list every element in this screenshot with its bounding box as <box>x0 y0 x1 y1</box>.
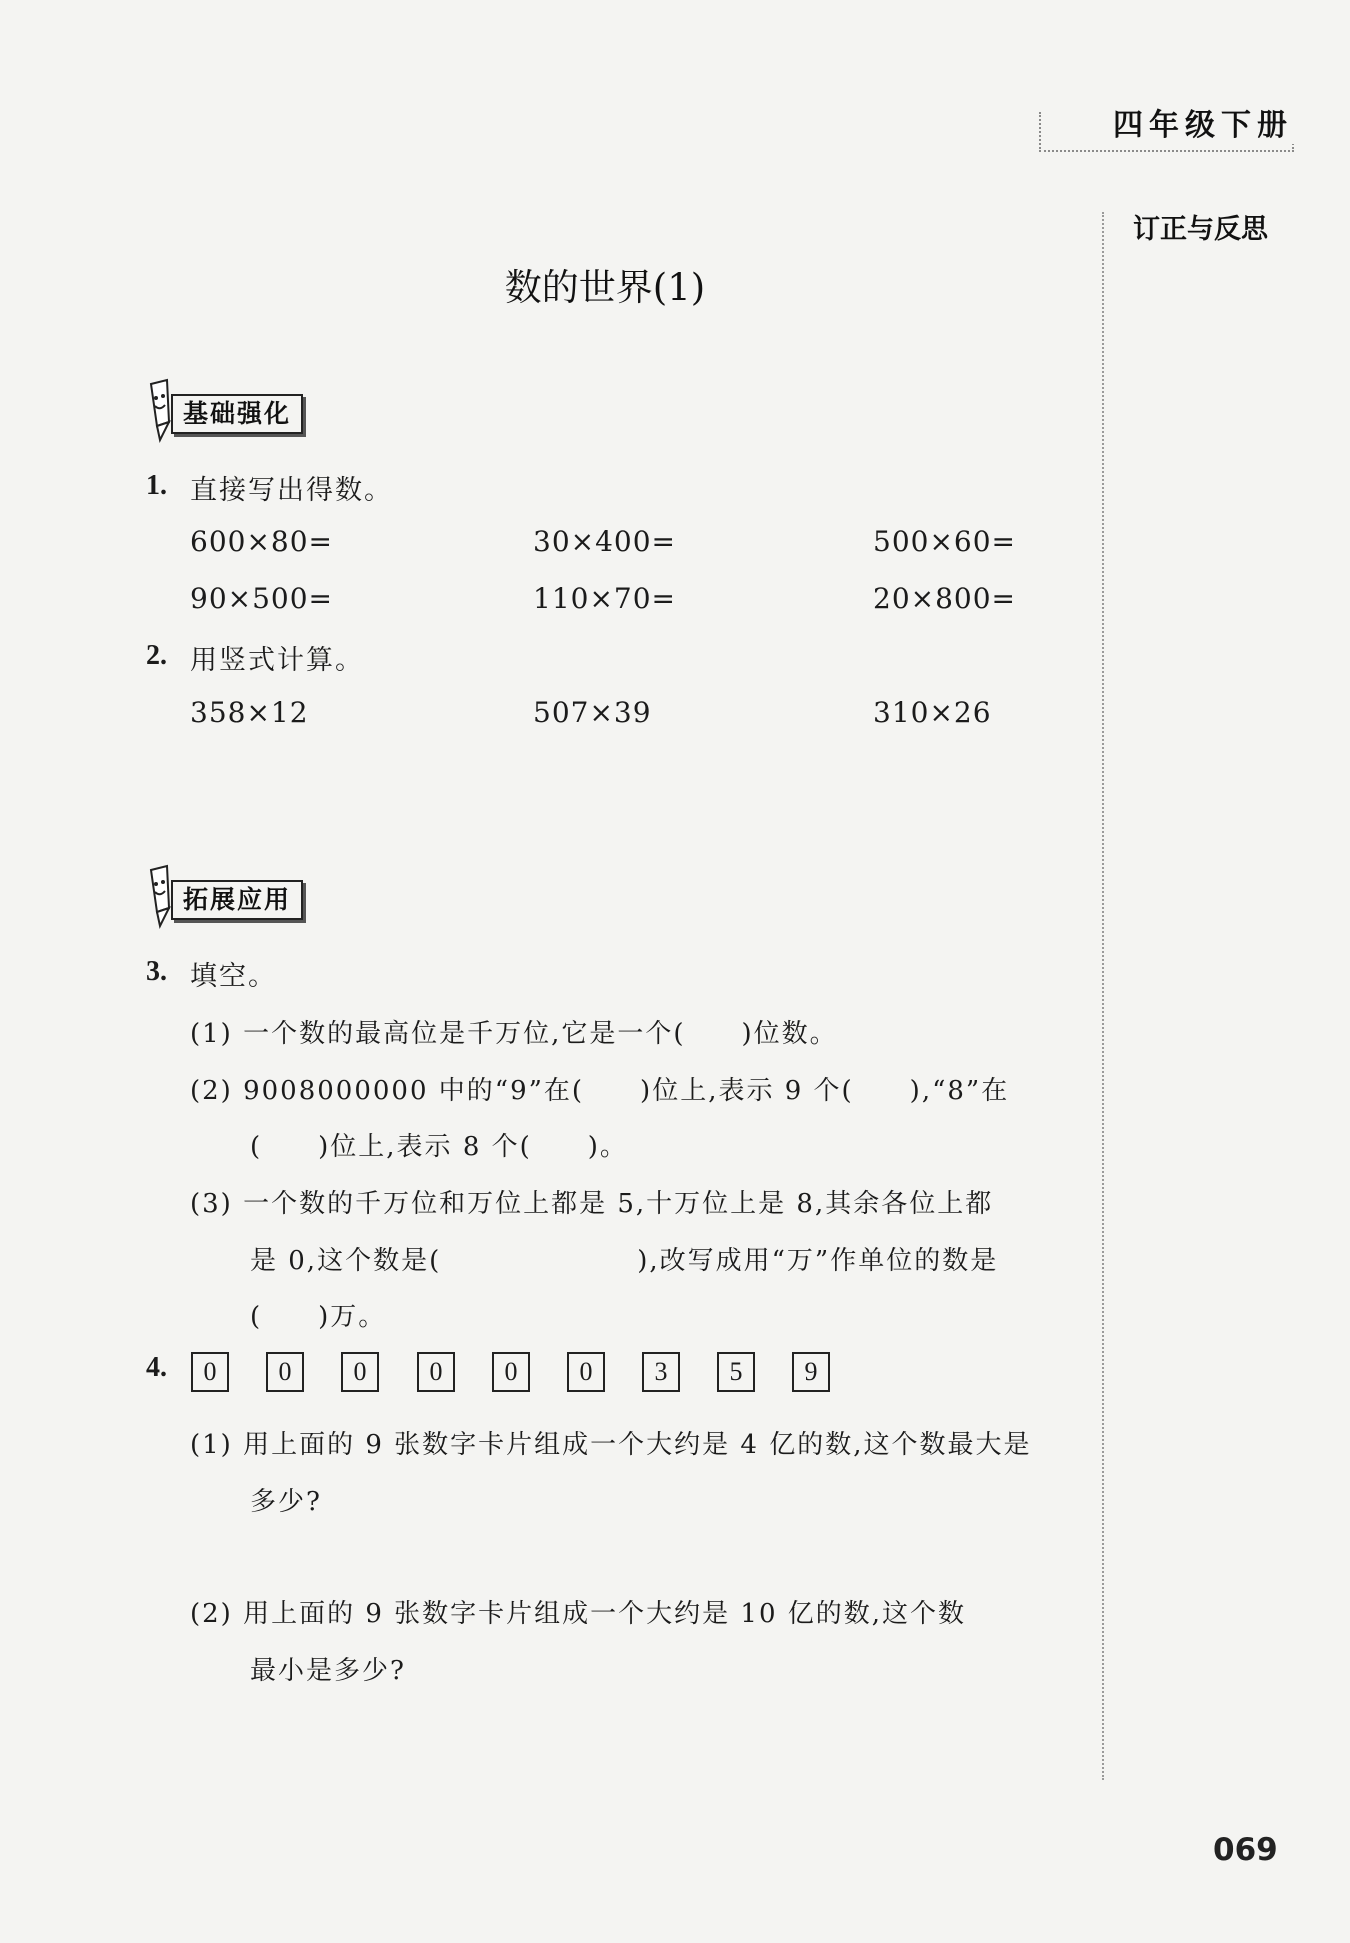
digit-card: 5 <box>717 1352 755 1392</box>
digit-card: 3 <box>642 1352 680 1392</box>
question-line: 最小是多少? <box>250 1656 406 1686</box>
digit-card: 0 <box>266 1352 304 1392</box>
question-number: 2. <box>146 640 167 671</box>
question-line: (2) 用上面的 9 张数字卡片组成一个大约是 10 亿的数,这个数 <box>190 1599 967 1629</box>
expression: 500×60= <box>873 525 1016 558</box>
fill-blank-line: (2) 9008000000 中的“9”在( )位上,表示 9 个( ),“8”在 <box>190 1076 1010 1106</box>
section-basic <box>145 378 325 438</box>
digit-card: 0 <box>567 1352 605 1392</box>
fill-blank-line: (3) 一个数的千万位和万位上都是 5,十万位上是 8,其余各位上都 <box>190 1189 994 1219</box>
question-prompt: 用竖式计算。 <box>190 645 364 676</box>
expression: 20×800= <box>873 582 1016 615</box>
question-line: (1) 用上面的 9 张数字卡片组成一个大约是 4 亿的数,这个数最大是 <box>190 1430 1032 1460</box>
question-prompt: 直接写出得数。 <box>190 475 393 506</box>
digit-card: 0 <box>492 1352 530 1392</box>
margin-divider <box>1102 212 1104 1780</box>
digit-card: 0 <box>341 1352 379 1392</box>
section-label: 拓展应用 <box>171 880 303 920</box>
expression: 600×80= <box>190 525 333 558</box>
digit-card: 9 <box>792 1352 830 1392</box>
fill-blank-line: 是 0,这个数是( ),改写成用“万”作单位的数是 <box>250 1246 999 1276</box>
section-extended <box>145 864 325 924</box>
digit-card: 0 <box>191 1352 229 1392</box>
expression: 507×39 <box>533 696 652 729</box>
fill-blank-line: (1) 一个数的最高位是千万位,它是一个( )位数。 <box>190 1019 838 1049</box>
margin-title: 订正与反思 <box>1133 214 1268 245</box>
grade-label: 四年级下册 <box>1105 100 1301 144</box>
expression: 110×70= <box>533 582 676 615</box>
expression: 90×500= <box>190 582 333 615</box>
question-number: 3. <box>146 956 167 987</box>
lesson-title: 数的世界(1) <box>504 266 706 309</box>
question-number: 1. <box>146 470 167 501</box>
fill-blank-line: ( )位上,表示 8 个( )。 <box>250 1132 628 1162</box>
expression: 358×12 <box>190 696 309 729</box>
question-prompt: 填空。 <box>190 961 277 992</box>
question-line: 多少? <box>250 1487 322 1517</box>
fill-blank-line: ( )万。 <box>250 1302 387 1332</box>
digit-card: 0 <box>417 1352 455 1392</box>
expression: 30×400= <box>533 525 676 558</box>
section-label: 基础强化 <box>171 394 303 434</box>
page-number: 069 <box>1213 1832 1278 1868</box>
question-number: 4. <box>146 1352 167 1383</box>
expression: 310×26 <box>873 696 992 729</box>
